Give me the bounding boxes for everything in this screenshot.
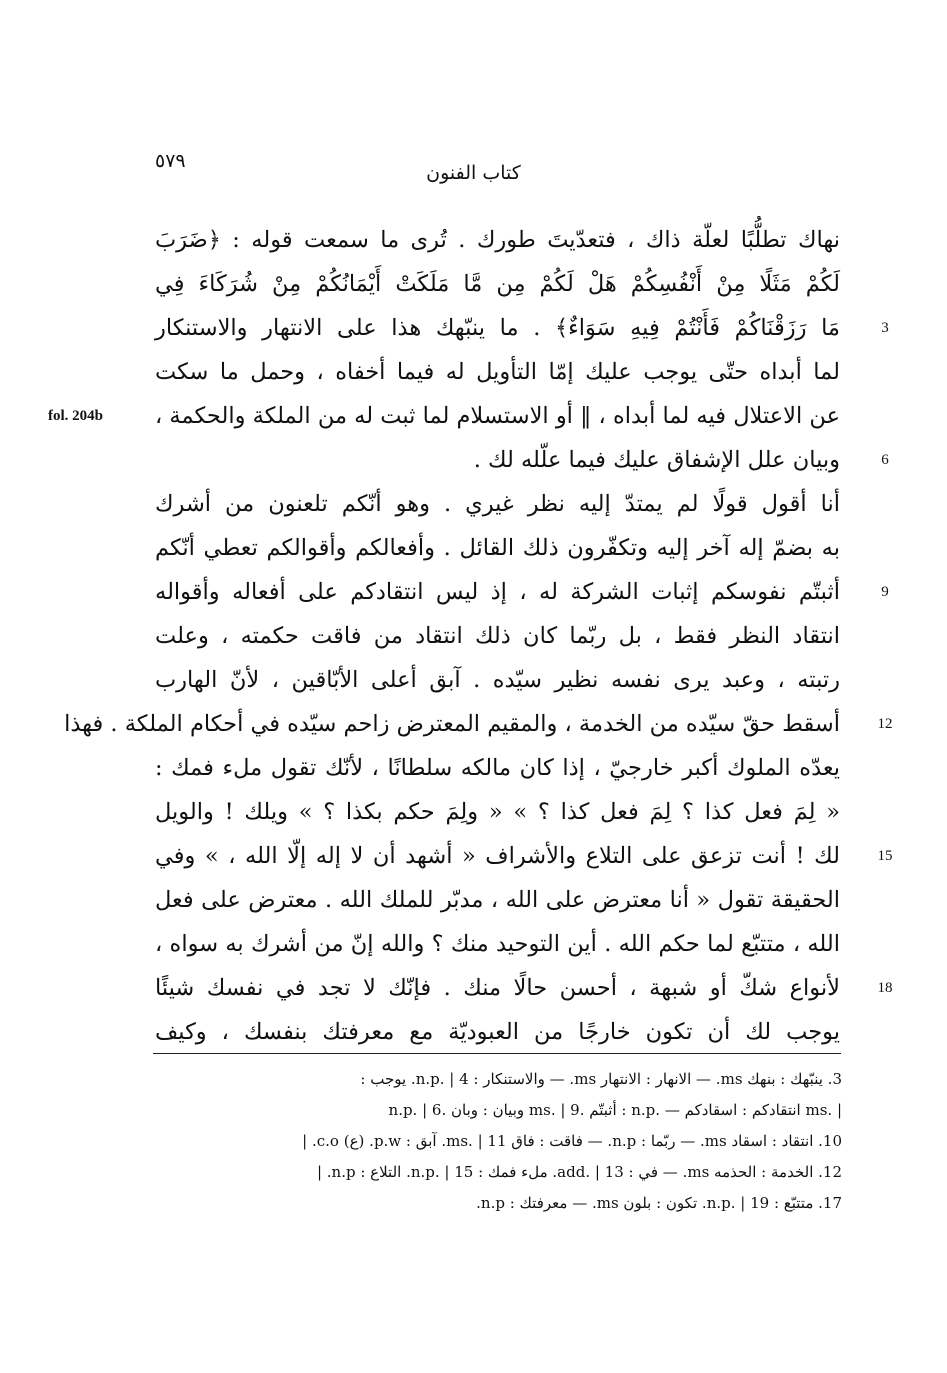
text-line: لَكُمْ مَثَلًا مِنْ أَنْفُسِكُمْ هَلْ لَكُمْ مِن مَّا مَلَكَتْ أَيْمَانُكُمْ مِنْ شُرَكَاءَ فِي xyxy=(155,271,840,297)
footnote-line: n.p. | 6. وبيان : وبان ms. | 9. أثبتّم : n.p. — انتقادكم : اسقادكم ms. | xyxy=(388,1101,842,1119)
footnote-rule xyxy=(153,1053,841,1054)
text-line: لأنواع شكّ أو شبهة ، أحسن حالًا منك . فإنّك لا تجد في نفسك شيئًا xyxy=(155,975,840,1001)
page-number: ٥٧٩ xyxy=(155,150,186,172)
line-number: 18 xyxy=(877,980,893,996)
text-line: الحقيقة تقول « أنا معترض على الله ، مدبّر للملك الله . معترض على فعل xyxy=(155,887,840,913)
line-number: 6 xyxy=(881,452,889,468)
text-line: يعدّه الملوك أكبر خارجيّ ، إذا كان مالكه سلطانًا ، لأنّك تقول ملء فمك : xyxy=(155,755,840,781)
line-number: 3 xyxy=(881,320,889,336)
line-number: 15 xyxy=(877,848,893,864)
footnote-line: 12. الخدمة : الحذمه ms. — في : add. | 13. ملء فمك : n.p. | 15. التلاع : n.p. | xyxy=(316,1163,842,1181)
running-title: كتاب الفنون xyxy=(426,162,521,184)
footnote-line: 10. انتقاد : اسقاد ms. — ربّما : n.p. — فاقت : فاق ms. | 11. آبق : p.w. (ع) c.o. | xyxy=(302,1132,842,1150)
text-line: نهاك تطلُّبًا لعلّة ذاك ، فتعدّيتَ طورك . تُرى ما سمعت قوله : ﴿ضَرَبَ xyxy=(155,227,840,253)
text-line: أنا أقول قولًا لم يمتدّ إليه نظر غيري . وهو أنّكم تلعنون من أشرك xyxy=(155,491,840,517)
text-line: عن الاعتلال فيه لما أبداه ، ‖ أو الاستسلام لما ثبت له من الملكة والحكمة ، xyxy=(155,403,840,429)
text-line: أثبتّم نفوسكم إثبات الشركة له ، إذ ليس انتقادكم على أفعاله وأقواله xyxy=(155,579,840,605)
text-line: الله ، متتبّع لما حكم الله . أين التوحيد منك ؟ والله إنّ من أشرك به سواه ، xyxy=(155,931,840,957)
text-line: به بضمّ إله آخر إليه وتكفّرون ذلك القائل . وأفعالكم وأقوالكم تعطي أنّكم xyxy=(155,535,840,561)
text-line: لك ! أنت تزعق على التلاع والأشراف « أشهد أن لا إله إلّا الله ، » وفي xyxy=(155,843,840,869)
folio-margin-note: fol. 204b xyxy=(48,408,104,424)
text-line: أسقط حقّ سيّده من الخدمة ، والمقيم المعترض زاحم سيّده في أحكام الملكة . فهذا xyxy=(64,711,840,737)
text-line: يوجب لك أن تكون خارجًا من العبوديّة مع معرفتك بنفسك ، وكيف xyxy=(155,1019,840,1045)
footnote-line: 17. متتبّع : n.p. | 19. تكون : بلون ms. — معرفتك : n.p. xyxy=(476,1194,842,1212)
text-line: لما أبداه حتّى يوجب عليك إمّا التأويل له فيما أخفاه ، وحمل ما سكت xyxy=(155,359,840,385)
text-line: انتقاد النظر فقط ، بل ربّما كان ذلك انتقاد من فاقت حكمته ، وعلت xyxy=(155,623,840,649)
text-line: مَا رَزَقْنَاكُمْ فَأَنْتُمْ فِيهِ سَوَاءٌ﴾ . ما ينبّهك هذا على الانتهار والاستنكار xyxy=(155,315,840,341)
line-number: 9 xyxy=(881,584,889,600)
text-line: « لِمَ فعل كذا ؟ لِمَ فعل كذا ؟ » « ولِمَ حكم بكذا ؟ » ويلك ! والويل xyxy=(155,799,840,825)
footnote-line: 3. ينبّهك : بنهك ms. — الانهار : الانتهار ms. — والاستنكار : n.p. | 4. يوجب : xyxy=(360,1070,842,1088)
line-number: 12 xyxy=(877,716,893,732)
text-line: رتبته ، وعبد يرى نفسه نظير سيّده . آبق أعلى الأبّاقين ، لأنّ الهارب xyxy=(155,667,840,693)
text-line: وبيان علل الإشفاق عليك فيما علّله لك . xyxy=(473,447,840,473)
